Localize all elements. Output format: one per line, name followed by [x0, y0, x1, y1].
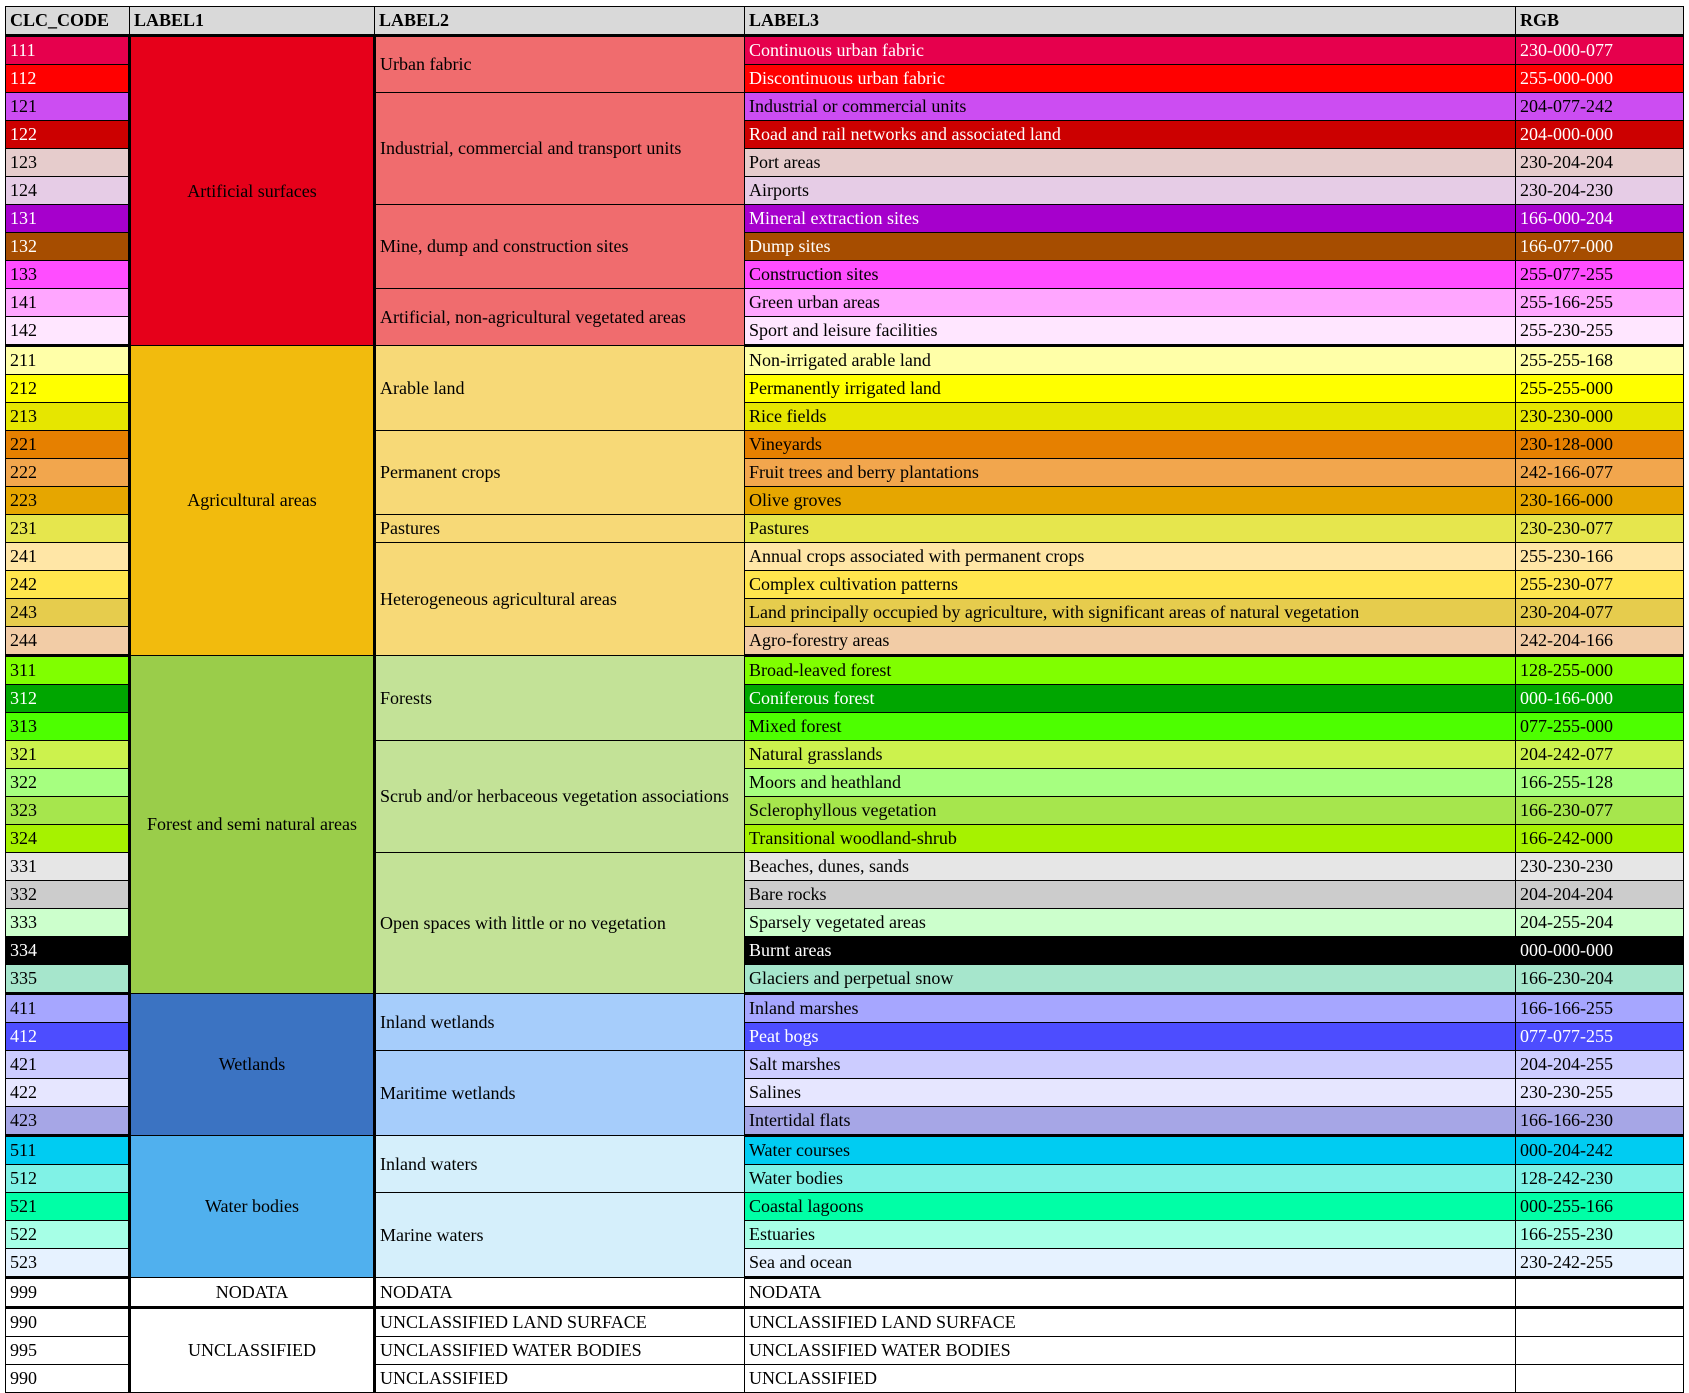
label3-cell: Sport and leisure facilities	[745, 317, 1516, 346]
clc-code-cell: 995	[6, 1337, 130, 1365]
label3-cell: Vineyards	[745, 431, 1516, 459]
label2-cell: UNCLASSIFIED WATER BODIES	[375, 1337, 745, 1365]
clc-code-cell: 121	[6, 93, 130, 121]
table-row	[6, 994, 1684, 1023]
label3-cell: Natural grasslands	[745, 741, 1516, 769]
clc-code-cell: 521	[6, 1193, 130, 1221]
label2-cell: Pastures	[375, 515, 745, 543]
clc-code-cell: 223	[6, 487, 130, 515]
label3-cell: UNCLASSIFIED LAND SURFACE	[745, 1308, 1516, 1337]
rgb-cell: 204-204-255	[1516, 1051, 1684, 1079]
rgb-cell: 242-166-077	[1516, 459, 1684, 487]
rgb-cell: 166-230-204	[1516, 965, 1684, 994]
label2-cell: Industrial, commercial and transport units	[375, 93, 745, 205]
label3-cell: Beaches, dunes, sands	[745, 853, 1516, 881]
clc-code-cell: 122	[6, 121, 130, 149]
rgb-cell: 230-230-000	[1516, 403, 1684, 431]
label3-cell: Water bodies	[745, 1165, 1516, 1193]
label3-cell: Airports	[745, 177, 1516, 205]
clc-code-cell: 241	[6, 543, 130, 571]
clc-code-cell: 321	[6, 741, 130, 769]
rgb-cell: 128-242-230	[1516, 1165, 1684, 1193]
rgb-cell: 166-077-000	[1516, 233, 1684, 261]
rgb-cell: 077-255-000	[1516, 713, 1684, 741]
label3-cell: Salt marshes	[745, 1051, 1516, 1079]
clc-code-cell: 512	[6, 1165, 130, 1193]
label2-cell: Urban fabric	[375, 36, 745, 93]
label3-cell: Inland marshes	[745, 994, 1516, 1023]
clc-code-cell: 412	[6, 1023, 130, 1051]
label1-cell: Agricultural areas	[130, 346, 375, 656]
rgb-cell: 128-255-000	[1516, 656, 1684, 685]
rgb-cell: 204-204-204	[1516, 881, 1684, 909]
clc-code-cell: 999	[6, 1278, 130, 1308]
label3-cell: Non-irrigated arable land	[745, 346, 1516, 375]
table-body	[6, 36, 1684, 1393]
rgb-cell: 204-000-000	[1516, 121, 1684, 149]
clc-code-cell: 522	[6, 1221, 130, 1249]
label1-cell: Artificial surfaces	[130, 36, 375, 346]
clc-code-cell: 322	[6, 769, 130, 797]
label3-cell: Broad-leaved forest	[745, 656, 1516, 685]
label2-cell: UNCLASSIFIED	[375, 1365, 745, 1393]
clc-code-cell: 111	[6, 36, 130, 65]
label3-cell: Road and rail networks and associated land	[745, 121, 1516, 149]
label2-cell: UNCLASSIFIED LAND SURFACE	[375, 1308, 745, 1337]
rgb-cell: 204-255-204	[1516, 909, 1684, 937]
rgb-cell: 166-230-077	[1516, 797, 1684, 825]
label3-cell: Construction sites	[745, 261, 1516, 289]
clc-code-cell: 335	[6, 965, 130, 994]
label1-cell: NODATA	[130, 1278, 375, 1308]
label3-cell: Coastal lagoons	[745, 1193, 1516, 1221]
header-rgb: RGB	[1516, 7, 1684, 36]
label3-cell: Agro-forestry areas	[745, 627, 1516, 656]
label2-cell: Maritime wetlands	[375, 1051, 745, 1136]
rgb-cell: 166-255-128	[1516, 769, 1684, 797]
clc-code-cell: 242	[6, 571, 130, 599]
rgb-cell: 255-230-166	[1516, 543, 1684, 571]
label2-cell: NODATA	[375, 1278, 745, 1308]
label3-cell: Sea and ocean	[745, 1249, 1516, 1278]
table-row	[6, 36, 1684, 65]
header-label1: LABEL1	[130, 7, 375, 36]
label3-cell: Burnt areas	[745, 937, 1516, 965]
rgb-cell: 000-000-000	[1516, 937, 1684, 965]
label3-cell: Annual crops associated with permanent crops	[745, 543, 1516, 571]
label3-cell: Bare rocks	[745, 881, 1516, 909]
rgb-cell: 166-255-230	[1516, 1221, 1684, 1249]
header-label2: LABEL2	[375, 7, 745, 36]
clc-code-cell: 523	[6, 1249, 130, 1278]
clc-code-cell: 112	[6, 65, 130, 93]
rgb-cell: 166-166-230	[1516, 1107, 1684, 1136]
rgb-cell: 230-204-230	[1516, 177, 1684, 205]
rgb-cell: 166-242-000	[1516, 825, 1684, 853]
label3-cell: Salines	[745, 1079, 1516, 1107]
label3-cell: Moors and heathland	[745, 769, 1516, 797]
clc-code-cell: 311	[6, 656, 130, 685]
label1-cell: Wetlands	[130, 994, 375, 1136]
clc-code-cell: 131	[6, 205, 130, 233]
rgb-cell: 255-166-255	[1516, 289, 1684, 317]
label3-cell: Glaciers and perpetual snow	[745, 965, 1516, 994]
label3-cell: Water courses	[745, 1136, 1516, 1165]
rgb-cell: 230-166-000	[1516, 487, 1684, 515]
rgb-cell: 255-230-255	[1516, 317, 1684, 346]
table-row	[6, 1136, 1684, 1165]
clc-code-cell: 990	[6, 1308, 130, 1337]
clc-code-cell: 132	[6, 233, 130, 261]
clc-code-cell: 244	[6, 627, 130, 656]
label3-cell: Peat bogs	[745, 1023, 1516, 1051]
label3-cell: Olive groves	[745, 487, 1516, 515]
rgb-cell: 230-230-255	[1516, 1079, 1684, 1107]
clc-code-cell: 411	[6, 994, 130, 1023]
clc-code-cell: 243	[6, 599, 130, 627]
rgb-cell	[1516, 1337, 1684, 1365]
rgb-cell: 255-255-168	[1516, 346, 1684, 375]
clc-code-cell: 222	[6, 459, 130, 487]
label2-cell: Inland wetlands	[375, 994, 745, 1051]
rgb-cell: 204-242-077	[1516, 741, 1684, 769]
rgb-cell: 166-166-255	[1516, 994, 1684, 1023]
clc-code-cell: 212	[6, 375, 130, 403]
rgb-cell: 230-230-230	[1516, 853, 1684, 881]
table-row	[6, 656, 1684, 685]
clc-code-cell: 124	[6, 177, 130, 205]
label3-cell: Sparsely vegetated areas	[745, 909, 1516, 937]
table-row	[6, 1278, 1684, 1308]
label2-cell: Arable land	[375, 346, 745, 431]
clc-code-cell: 123	[6, 149, 130, 177]
clc-code-cell: 221	[6, 431, 130, 459]
label2-cell: Inland waters	[375, 1136, 745, 1193]
clc-code-cell: 312	[6, 685, 130, 713]
clc-code-cell: 323	[6, 797, 130, 825]
clc-code-cell: 141	[6, 289, 130, 317]
clc-code-cell: 211	[6, 346, 130, 375]
rgb-cell: 000-166-000	[1516, 685, 1684, 713]
rgb-cell: 000-255-166	[1516, 1193, 1684, 1221]
rgb-cell: 255-077-255	[1516, 261, 1684, 289]
label3-cell: Mixed forest	[745, 713, 1516, 741]
label2-cell: Artificial, non-agricultural vegetated areas	[375, 289, 745, 346]
label1-cell: Forest and semi natural areas	[130, 656, 375, 994]
label3-cell: Dump sites	[745, 233, 1516, 261]
clc-code-cell: 333	[6, 909, 130, 937]
clc-code-cell: 133	[6, 261, 130, 289]
label3-cell: Rice fields	[745, 403, 1516, 431]
label3-cell: Fruit trees and berry plantations	[745, 459, 1516, 487]
clc-code-cell: 332	[6, 881, 130, 909]
rgb-cell: 255-255-000	[1516, 375, 1684, 403]
clc-code-cell: 324	[6, 825, 130, 853]
label2-cell: Permanent crops	[375, 431, 745, 515]
rgb-cell: 204-077-242	[1516, 93, 1684, 121]
label3-cell: NODATA	[745, 1278, 1516, 1308]
label2-cell: Mine, dump and construction sites	[375, 205, 745, 289]
clc-legend-table	[5, 6, 1684, 1393]
label3-cell: Continuous urban fabric	[745, 36, 1516, 65]
clc-code-cell: 142	[6, 317, 130, 346]
rgb-cell	[1516, 1308, 1684, 1337]
label3-cell: Permanently irrigated land	[745, 375, 1516, 403]
clc-code-cell: 334	[6, 937, 130, 965]
label3-cell: UNCLASSIFIED	[745, 1365, 1516, 1393]
label3-cell: Sclerophyllous vegetation	[745, 797, 1516, 825]
clc-code-cell: 313	[6, 713, 130, 741]
rgb-cell	[1516, 1278, 1684, 1308]
label3-cell: Mineral extraction sites	[745, 205, 1516, 233]
clc-code-cell: 331	[6, 853, 130, 881]
rgb-cell: 166-000-204	[1516, 205, 1684, 233]
rgb-cell: 230-000-077	[1516, 36, 1684, 65]
rgb-cell: 077-077-255	[1516, 1023, 1684, 1051]
rgb-cell	[1516, 1365, 1684, 1393]
clc-code-cell: 423	[6, 1107, 130, 1136]
rgb-cell: 255-230-077	[1516, 571, 1684, 599]
label3-cell: Estuaries	[745, 1221, 1516, 1249]
table-row	[6, 1308, 1684, 1337]
label3-cell: Coniferous forest	[745, 685, 1516, 713]
label2-cell: Marine waters	[375, 1193, 745, 1278]
label3-cell: Pastures	[745, 515, 1516, 543]
rgb-cell: 230-242-255	[1516, 1249, 1684, 1278]
rgb-cell: 000-204-242	[1516, 1136, 1684, 1165]
clc-code-cell: 422	[6, 1079, 130, 1107]
rgb-cell: 230-204-077	[1516, 599, 1684, 627]
label3-cell: Intertidal flats	[745, 1107, 1516, 1136]
label1-cell: UNCLASSIFIED	[130, 1308, 375, 1393]
header-row	[6, 7, 1684, 36]
label3-cell: Industrial or commercial units	[745, 93, 1516, 121]
header-label3: LABEL3	[745, 7, 1516, 36]
label3-cell: Green urban areas	[745, 289, 1516, 317]
label3-cell: UNCLASSIFIED WATER BODIES	[745, 1337, 1516, 1365]
label3-cell: Transitional woodland-shrub	[745, 825, 1516, 853]
rgb-cell: 230-230-077	[1516, 515, 1684, 543]
clc-code-cell: 990	[6, 1365, 130, 1393]
label2-cell: Heterogeneous agricultural areas	[375, 543, 745, 656]
clc-code-cell: 231	[6, 515, 130, 543]
rgb-cell: 230-128-000	[1516, 431, 1684, 459]
label3-cell: Discontinuous urban fabric	[745, 65, 1516, 93]
label3-cell: Port areas	[745, 149, 1516, 177]
clc-code-cell: 421	[6, 1051, 130, 1079]
rgb-cell: 230-204-204	[1516, 149, 1684, 177]
label1-cell: Water bodies	[130, 1136, 375, 1278]
label3-cell: Complex cultivation patterns	[745, 571, 1516, 599]
header-code: CLC_CODE	[6, 7, 130, 36]
label2-cell: Open spaces with little or no vegetation	[375, 853, 745, 994]
rgb-cell: 255-000-000	[1516, 65, 1684, 93]
clc-code-cell: 511	[6, 1136, 130, 1165]
table-row	[6, 346, 1684, 375]
label2-cell: Scrub and/or herbaceous vegetation associations	[375, 741, 745, 853]
label3-cell: Land principally occupied by agriculture, with significant areas of natural vegetation	[745, 599, 1516, 627]
clc-code-cell: 213	[6, 403, 130, 431]
label2-cell: Forests	[375, 656, 745, 741]
rgb-cell: 242-204-166	[1516, 627, 1684, 656]
